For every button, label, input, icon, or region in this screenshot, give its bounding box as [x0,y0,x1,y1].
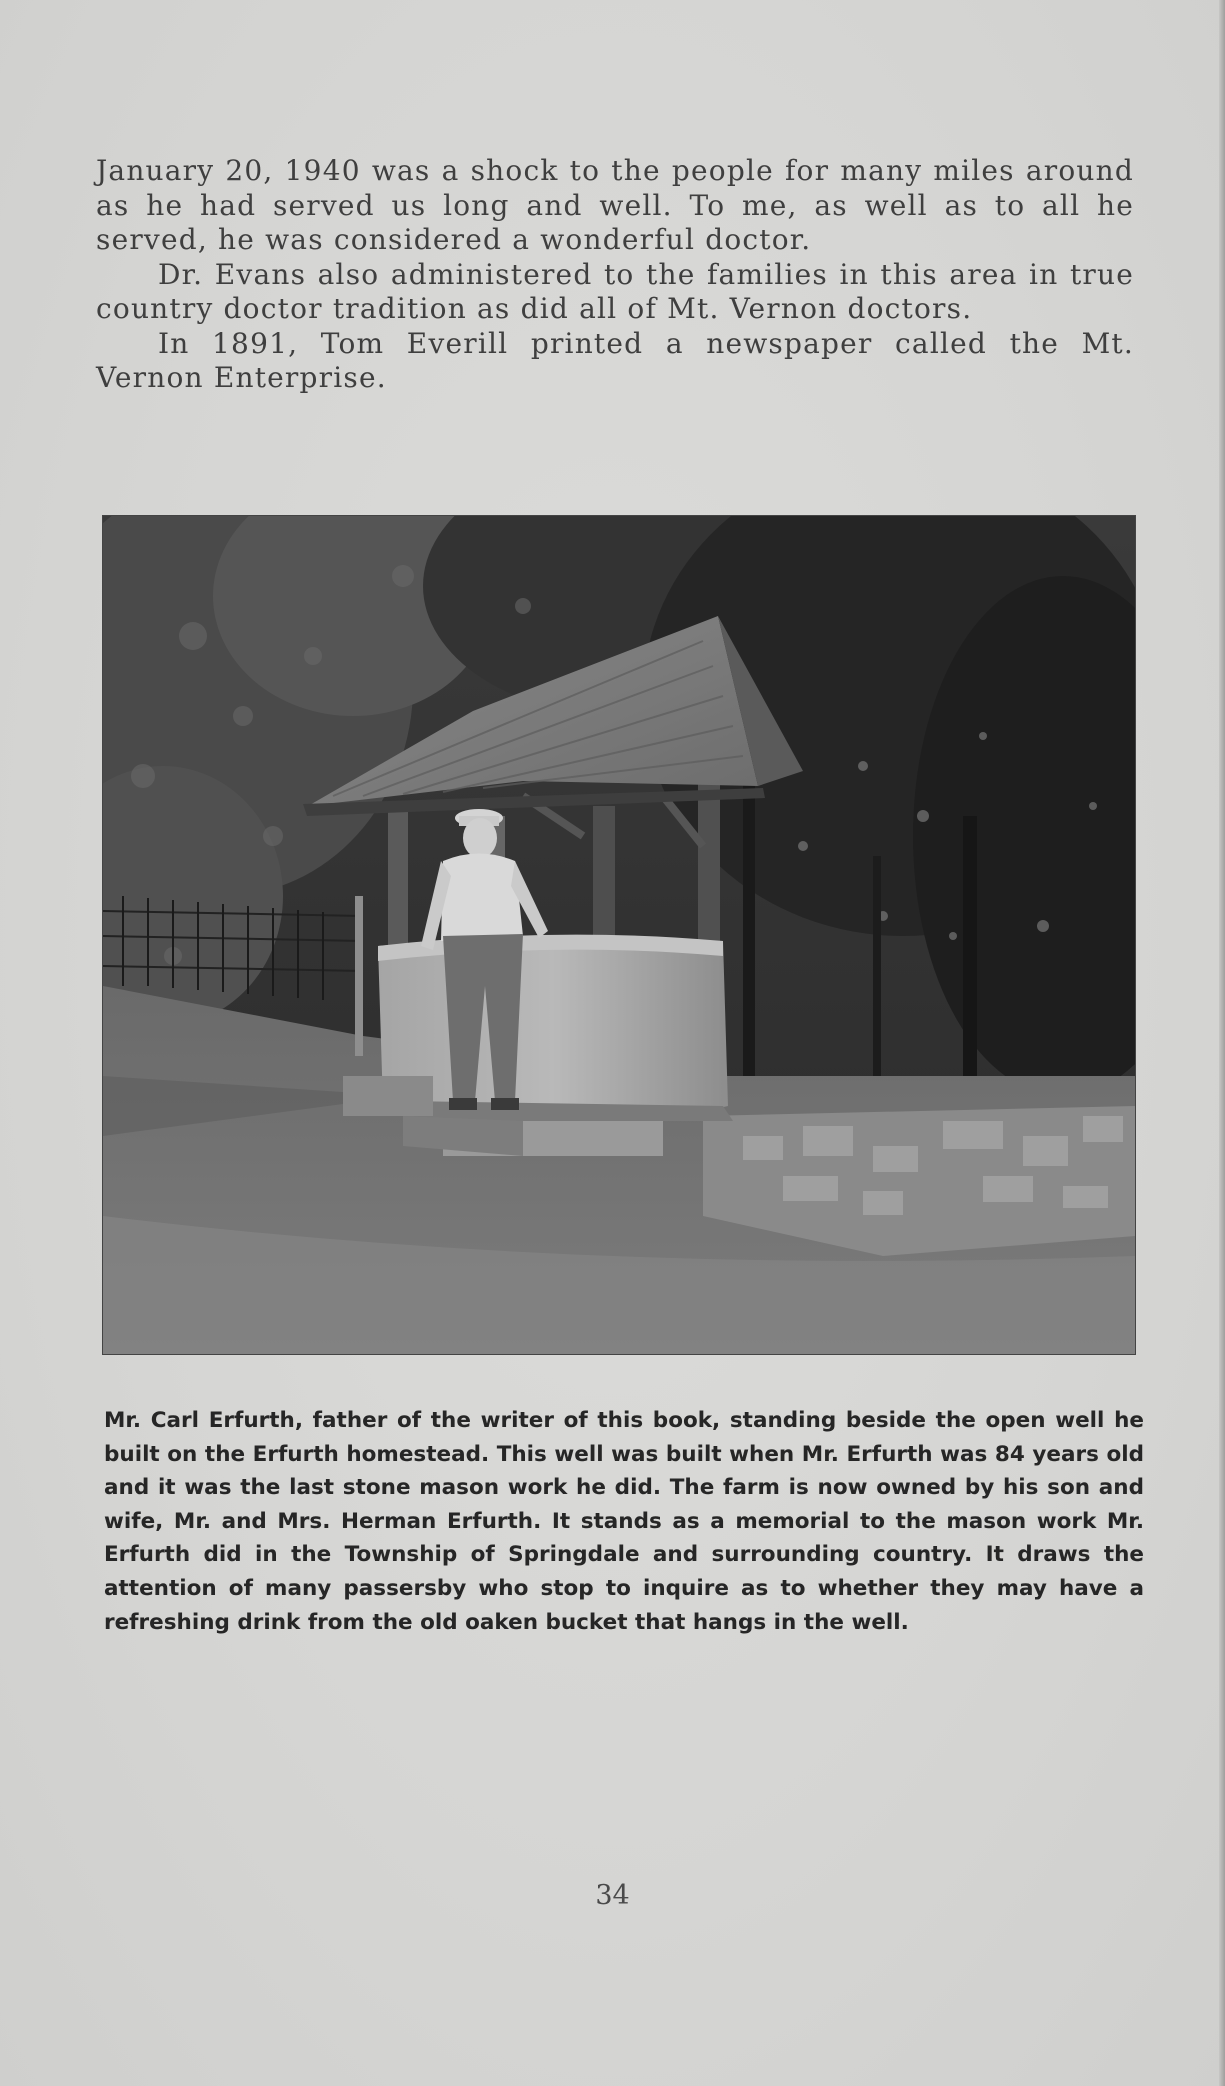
photo-caption: Mr. Carl Erfurth, father of the writer of this book, standing beside the open well he built on the Erfurth homestead. This well was built when Mr. Erfurth was 84 years old and it was the last stone mason work he did. The farm is now owned by his son and wife, Mr. and Mrs. Herman Erfurth. It stands as a memorial to the mason work Mr. Erfurth did in the Township of Springdale and surrounding country. It draws the attention of many passersby who stop to inquire as to whether they may have a refreshing drink from the old oaken bucket that hangs in the well. [104,1408,1144,1635]
paragraph-1: January 20, 1940 was a shock to the people for many miles around as he had served us long and well. To me, as well as to all he served, he was considered a wonderful doctor. [96,154,1134,256]
paragraph-2: Dr. Evans also administered to the families in this area in true country doctor tradition as did all of Mt. Vernon doctors. [96,257,1134,325]
page-number: 34 [595,1880,630,1911]
page-edge-shadow [1219,0,1225,2086]
body-text [96,154,1134,396]
well-photograph [102,515,1136,1355]
paragraph-3: In 1891, Tom Everill printed a newspaper called the Mt. Vernon Enterprise. [96,326,1134,394]
